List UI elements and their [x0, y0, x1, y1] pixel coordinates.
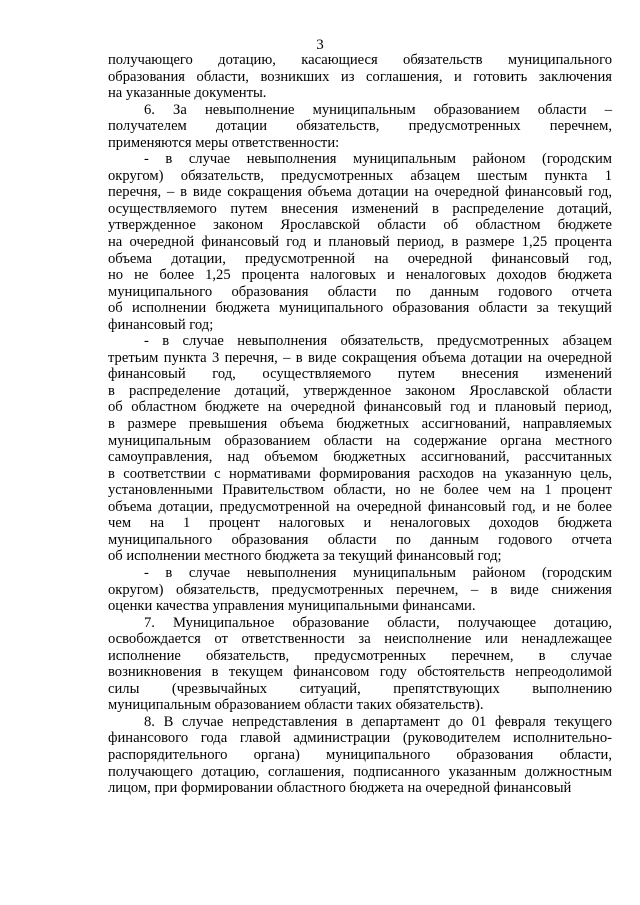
- text-line: образования области, возникших из соглашения, и готовить заключения: [108, 68, 612, 85]
- text-line: 7. Муниципальное образование области, получающее дотацию,: [144, 614, 612, 631]
- text-line: муниципальным образованием области таких обязательств).: [108, 697, 484, 714]
- text-line: в распределение дотаций, утвержденное законом Ярославской области: [108, 382, 612, 399]
- paragraph-p6-item1: [108, 151, 612, 333]
- text-line: - в случае невыполнения муниципальным районом (городским: [144, 564, 612, 581]
- text-line: финансового года главой администрации (руководителем исполнительно-: [108, 730, 612, 747]
- paragraph-p8: [108, 714, 612, 797]
- text-line: муниципального образования области по данным годового отчета: [108, 283, 612, 300]
- text-line: - в случае невыполнения обязательств, предусмотренных абзацем: [144, 333, 612, 350]
- text-line: установленными Правительством области, но не более чем на 1 процент: [108, 482, 612, 499]
- page-number: 3: [316, 37, 324, 53]
- text-line: - в случае невыполнения муниципальным районом (городским: [144, 151, 612, 168]
- text-line: округом) обязательств, предусмотренных абзацем шестым пункта 1: [108, 167, 612, 184]
- text-line: возникновения в текущем финансовом году обстоятельств непреодолимой: [108, 664, 612, 681]
- paragraph-p7: [108, 615, 612, 714]
- text-line: перечня, – в виде сокращения объема дотации на очередной финансовый год,: [108, 184, 612, 201]
- text-line: финансовый год;: [108, 316, 214, 333]
- text-line: на указанные документы.: [108, 85, 267, 102]
- text-line: осуществляемого путем внесения изменений в распределение дотаций,: [108, 200, 612, 217]
- text-line: финансовый год, осуществляемого путем внесения изменений: [108, 366, 612, 383]
- text-line: объема дотации, предусмотренной на очередной финансовый год, и не более: [108, 498, 612, 515]
- paragraph-p-continuation: [108, 52, 612, 102]
- text-line: на очередной финансовый год и плановый период, в размере 1,25 процента: [108, 234, 612, 251]
- text-line: применяются меры ответственности:: [108, 134, 340, 151]
- text-line: получателем дотации обязательств, предусмотренных перечнем,: [108, 118, 612, 135]
- text-line: об областном бюджете на очередной финансовый год и плановый период,: [108, 399, 612, 416]
- text-line: чем на 1 процент налоговых и неналоговых доходов бюджета: [108, 515, 612, 532]
- text-line: третьим пункта 3 перечня, – в виде сокращения объема дотации на очередной: [108, 349, 612, 366]
- text-line: распорядительного органа) муниципального образования области,: [108, 746, 612, 763]
- paragraph-p6-item2: [108, 333, 612, 565]
- document-body: [108, 52, 612, 797]
- text-line: получающего дотацию, касающиеся обязательств муниципального: [108, 52, 612, 68]
- text-line: но не более 1,25 процента налоговых и неналоговых доходов бюджета: [108, 267, 612, 284]
- text-line: об исполнении бюджета муниципального образования области за текущий: [108, 300, 612, 317]
- text-line: в размере превышения объема бюджетных ассигнований, направляемых: [108, 416, 612, 433]
- paragraph-p6: [108, 102, 612, 152]
- text-line: оценки качества управления муниципальными финансами.: [108, 598, 476, 615]
- text-line: освобождается от ответственности за неисполнение или ненадлежащее: [108, 631, 612, 648]
- text-line: 8. В случае непредставления в департамент до 01 февраля текущего: [144, 713, 612, 730]
- text-line: 6. За невыполнение муниципальным образованием области –: [144, 101, 612, 118]
- text-line: лицом, при формировании областного бюджета на очередной финансовый: [108, 780, 572, 797]
- text-line: силы (чрезвычайных ситуаций, препятствующих выполнению: [108, 680, 612, 697]
- text-line: самоуправления, над объемом бюджетных ассигнований, рассчитанных: [108, 449, 612, 466]
- text-line: исполнение обязательств, предусмотренных перечнем, в случае: [108, 647, 612, 664]
- text-line: округом) обязательств, предусмотренных перечнем, – в виде снижения: [108, 581, 612, 598]
- text-line: об исполнении местного бюджета за текущий финансовый год;: [108, 548, 502, 565]
- text-line: в соответствии с нормативами формирования расходов на указанную цель,: [108, 465, 612, 482]
- text-line: муниципальным образованием области на содержание органа местного: [108, 432, 612, 449]
- text-line: утвержденное законом Ярославской области об областном бюджете: [108, 217, 612, 234]
- text-line: получающего дотацию, соглашения, подписанного указанным должностным: [108, 763, 612, 780]
- paragraph-p6-item3: [108, 565, 612, 615]
- text-line: объема дотации, предусмотренной на очередной финансовый год,: [108, 250, 612, 267]
- text-line: муниципального образования области по данным годового отчета: [108, 531, 612, 548]
